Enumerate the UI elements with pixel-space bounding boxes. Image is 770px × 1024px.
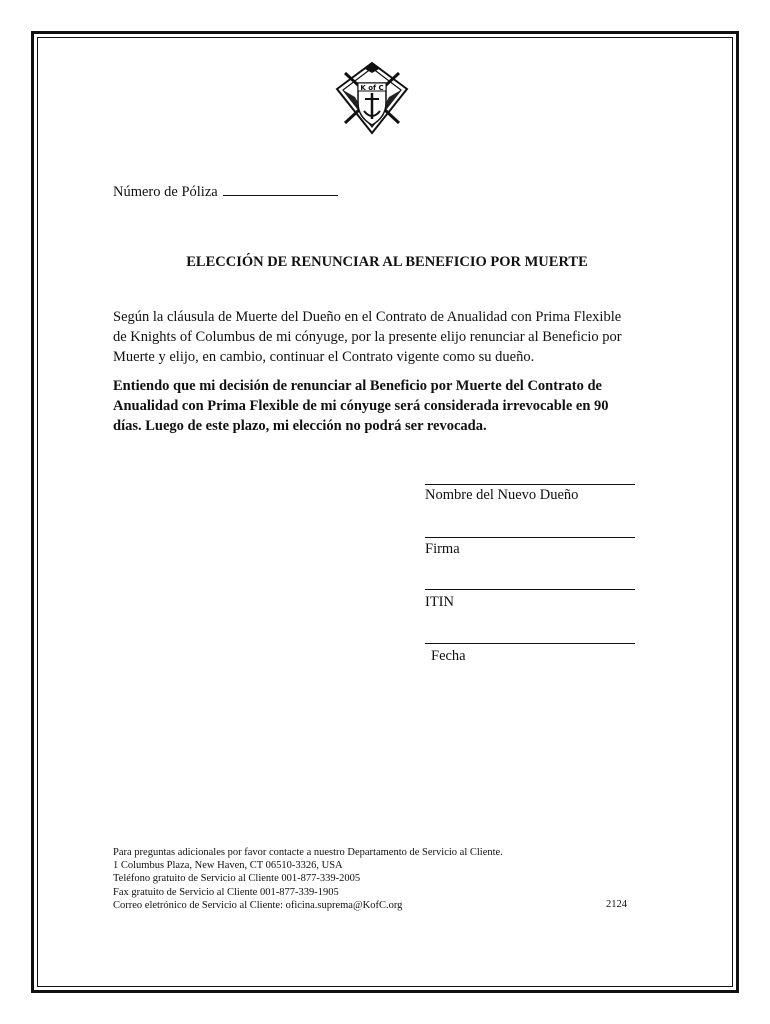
itin-line[interactable] (425, 589, 635, 590)
policy-number-label: Número de Póliza (113, 184, 218, 200)
signature-label: Firma (425, 541, 460, 557)
footer-line: Para preguntas adicionales por favor contacte a nuestro Departamento de Servicio al Cliente. (113, 847, 503, 858)
contact-footer (113, 846, 503, 912)
footer-line: 1 Columbus Plaza, New Haven, CT 06510-3326, USA (113, 860, 343, 872)
signature-line[interactable] (425, 537, 635, 538)
document-title: ELECCIÓN DE RENUNCIAR AL BENEFICIO POR MUERTE (186, 254, 588, 270)
paragraph-line: Anualidad con Prima Flexible de mi cónyuge será considerada irrevocable en 90 (113, 398, 609, 414)
policy-number-field (113, 183, 338, 201)
paragraph-line: Según la cláusula de Muerte del Dueño en el Contrato de Anualidad con Prima Flexible (113, 309, 622, 325)
paragraph-line: días. Luego de este plazo, mi elección no podrá ser revocada. (113, 418, 487, 434)
new-owner-name-line[interactable] (425, 484, 635, 485)
new-owner-name-label: Nombre del Nuevo Dueño (425, 487, 579, 503)
footer-line: Correo eletrónico de Servicio al Cliente: oficina.suprema@KofC.org (113, 899, 403, 911)
paragraph-irrevocable-notice (113, 376, 653, 436)
paragraph-election (113, 307, 653, 367)
policy-number-blank[interactable] (223, 183, 338, 196)
date-line[interactable] (425, 643, 635, 644)
itin-label: ITIN (425, 594, 454, 610)
kofc-emblem-icon (335, 61, 409, 135)
logo-monogram: K of C (360, 84, 384, 92)
paragraph-line: de Knights of Columbus de mi cónyuge, por la presente elijo renunciar al Beneficio por (113, 329, 622, 345)
paragraph-line: Entiendo que mi decisión de renunciar al Beneficio por Muerte del Contrato de (113, 378, 602, 394)
footer-line: Fax gratuito de Servicio al Cliente 001-877-339-1905 (113, 886, 339, 898)
page-border-inner (37, 37, 733, 987)
form-number: 2124 (606, 899, 627, 910)
footer-line: Teléfono gratuito de Servicio al Cliente 001-877-339-2005 (113, 873, 361, 885)
paragraph-line: Muerte y elijo, en cambio, continuar el Contrato vigente como su dueño. (113, 349, 535, 365)
date-label: Fecha (431, 648, 466, 664)
